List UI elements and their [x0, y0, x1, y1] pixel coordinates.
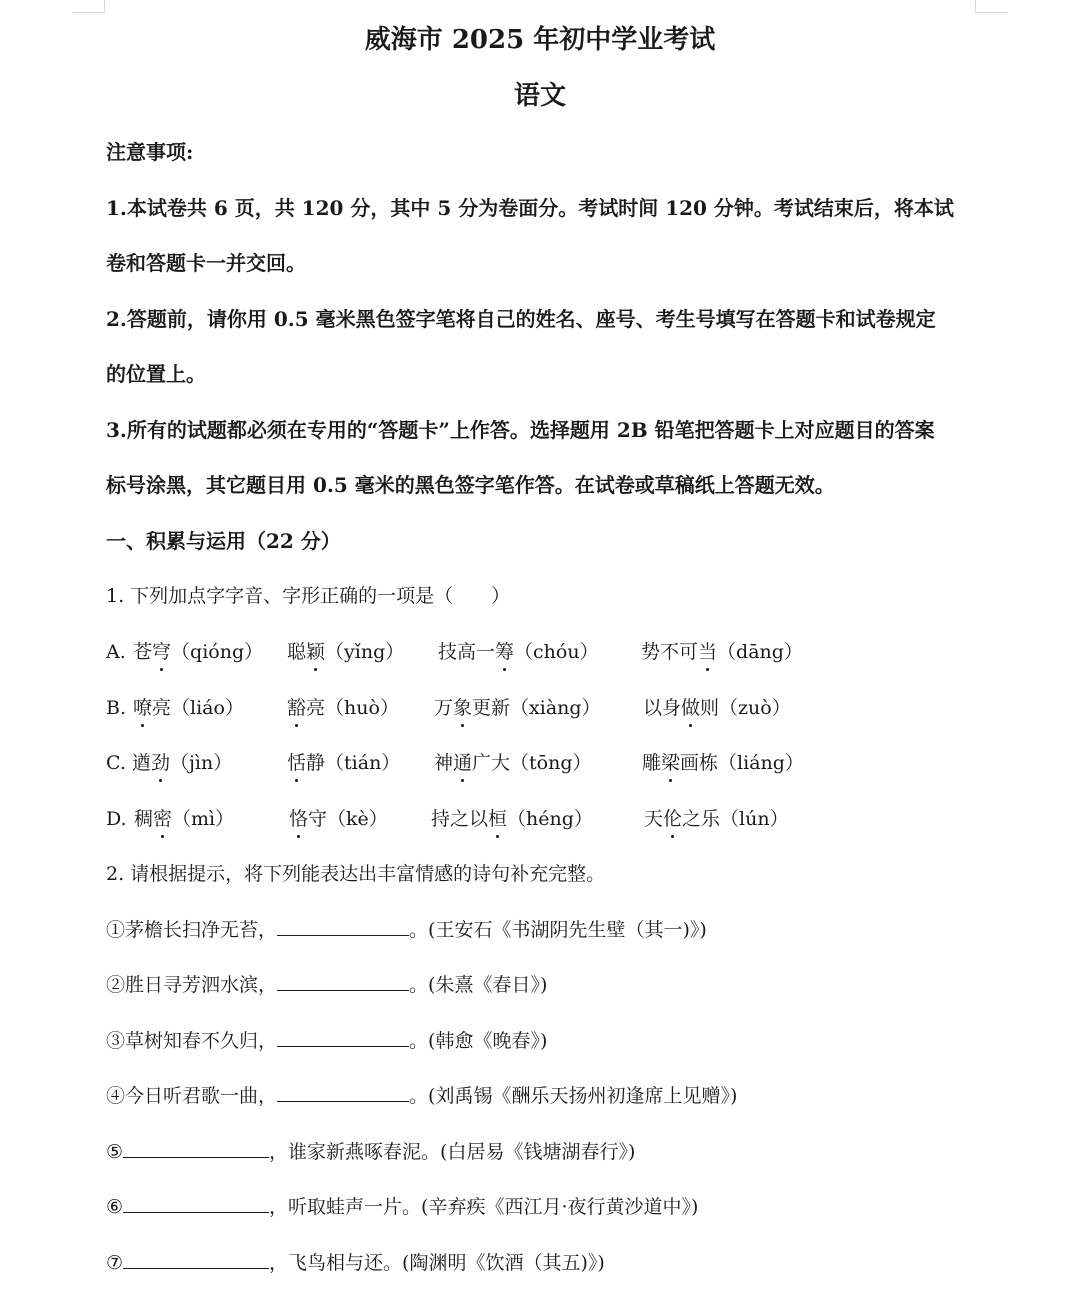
pinyin: （tián） — [325, 752, 401, 774]
poem-item — [106, 914, 707, 946]
option-term — [438, 636, 599, 668]
dotted-character: 桓 — [488, 803, 507, 835]
option-label: A. — [106, 641, 126, 663]
page-corner-mark-left — [72, 0, 105, 13]
option-term — [434, 692, 601, 724]
pinyin: （lún） — [720, 808, 789, 830]
exam-subject: 语文 — [513, 81, 566, 111]
notes-heading: 注意事项: — [106, 140, 194, 164]
pinyin: （tōng） — [510, 752, 592, 774]
term-text: 天 — [644, 808, 664, 830]
notes-line: 2.答题前，请你用 0.5 毫米黑色签字笔将自己的姓名、座号、考生号填写在答题卡和试卷规定 — [106, 307, 936, 331]
question-2-stem: 2. 请根据提示，将下列能表达出丰富情感的诗句补充完整。 — [106, 863, 606, 885]
dotted-character: 象 — [453, 692, 472, 724]
poem-given-line: 草树知春不久归， — [125, 1030, 278, 1052]
term-text: 更新 — [472, 697, 511, 719]
answer-blank[interactable] — [123, 1248, 269, 1269]
term-text: 遒 — [132, 752, 152, 774]
term-text: 苍 — [133, 641, 153, 663]
notes-line: 卷和答题卡一并交回。 — [106, 251, 306, 275]
term-text: 势不可 — [641, 641, 699, 663]
term-text: 亮 — [152, 697, 172, 719]
option-row — [0, 692, 1080, 724]
answer-blank[interactable] — [277, 970, 409, 991]
dotted-character: 恬 — [287, 747, 306, 779]
poem-source: 。(王安石《书湖阴先生壁（其一)》) — [409, 919, 707, 941]
option-term — [641, 636, 803, 668]
term-text: 聪 — [287, 641, 307, 663]
exam-title: 威海市 2025 年初中学业考试 — [364, 25, 716, 55]
poem-item — [106, 1247, 605, 1279]
option-term — [133, 692, 244, 724]
section-heading: 一、积累与运用（22 分） — [106, 529, 341, 553]
pinyin: （jìn） — [170, 752, 233, 774]
option-row — [0, 636, 1080, 668]
poem-item — [106, 969, 547, 1001]
dotted-character: 劲 — [151, 747, 170, 779]
notes-line: 1.本试卷共 6 页，共 120 分，其中 5 分为卷面分。考试时间 120 分钟。考试结束后，将本试 — [106, 196, 954, 220]
dotted-character: 当 — [698, 636, 717, 668]
term-text: 持之以 — [431, 808, 489, 830]
pinyin: （qióng） — [171, 641, 264, 663]
option-term — [287, 692, 399, 724]
answer-blank[interactable] — [277, 915, 409, 936]
option-term — [287, 636, 404, 668]
poem-given-line: 胜日寻芳泗水滨， — [125, 974, 278, 996]
answer-blank[interactable] — [277, 1081, 409, 1102]
pinyin: （héng） — [507, 808, 593, 830]
dotted-character: 穹 — [152, 636, 171, 668]
item-marker: ⑦ — [106, 1252, 124, 1274]
option-label: D. — [106, 808, 127, 830]
term-text: 静 — [306, 752, 326, 774]
dotted-character: 做 — [681, 692, 700, 724]
option-term — [643, 692, 791, 724]
pinyin: （xiàng） — [510, 697, 601, 719]
term-text: 雕 — [642, 752, 662, 774]
pinyin: （chóu） — [514, 641, 599, 663]
dotted-character: 伦 — [663, 803, 682, 835]
item-marker: ① — [106, 919, 126, 941]
poem-source: ，谁家新燕啄春泥。(白居易《钱塘湖春行》) — [269, 1141, 636, 1163]
item-marker: ⑥ — [106, 1196, 124, 1218]
item-marker: ⑤ — [106, 1141, 124, 1163]
option-term — [134, 803, 234, 835]
page-corner-mark-right — [975, 0, 1008, 13]
option-term — [434, 747, 592, 779]
option-term — [132, 747, 232, 779]
notes-line: 的位置上。 — [106, 362, 206, 386]
pinyin: （liáng） — [718, 752, 804, 774]
answer-blank[interactable] — [123, 1137, 269, 1158]
poem-item — [106, 1136, 635, 1168]
option-term — [431, 803, 593, 835]
dotted-character: 恪 — [289, 803, 308, 835]
poem-given-line: 今日听君歌一曲， — [125, 1085, 278, 1107]
poem-source: 。(朱熹《春日》) — [409, 974, 548, 996]
option-row — [0, 747, 1080, 779]
option-term — [642, 747, 804, 779]
term-text: 技高一 — [438, 641, 496, 663]
option-row — [0, 803, 1080, 835]
poem-item — [106, 1025, 547, 1057]
term-text: 以身 — [643, 697, 682, 719]
option-term — [287, 747, 400, 779]
term-text: 万 — [434, 697, 454, 719]
poem-given-line: 茅檐长扫净无苔， — [125, 919, 278, 941]
item-marker: ② — [106, 974, 126, 996]
term-text: 则 — [700, 697, 720, 719]
option-label: B. — [106, 697, 127, 719]
dotted-character: 筹 — [495, 636, 514, 668]
term-text: 画栋 — [680, 752, 719, 774]
term-text: 广大 — [472, 752, 511, 774]
answer-blank[interactable] — [277, 1026, 409, 1047]
dotted-character: 密 — [153, 803, 172, 835]
pinyin: （kè） — [327, 808, 388, 830]
question-1-stem: 1. 下列加点字字音、字形正确的一项是（ ） — [106, 585, 511, 607]
term-text: 守 — [308, 808, 328, 830]
option-term — [133, 636, 263, 668]
option-term — [644, 803, 789, 835]
pinyin: （dāng） — [717, 641, 803, 663]
poem-source: 。(韩愈《晚春》) — [409, 1030, 548, 1052]
notes-line: 3.所有的试题都必须在专用的“答题卡”上作答。选择题用 2B 铅笔把答题卡上对应题目的答案 — [106, 418, 935, 442]
poem-source: ，飞鸟相与还。(陶渊明《饮酒（其五)》) — [269, 1252, 605, 1274]
item-marker: ③ — [106, 1030, 126, 1052]
item-marker: ④ — [106, 1085, 126, 1107]
pinyin: （mì） — [172, 808, 235, 830]
term-text: 之乐 — [682, 808, 721, 830]
dotted-character: 通 — [453, 747, 472, 779]
option-label: C. — [106, 752, 126, 774]
poem-source: 。(刘禹锡《酬乐天扬州初逢席上见赠》) — [409, 1085, 738, 1107]
term-text: 亮 — [306, 697, 326, 719]
pinyin: （zuò） — [719, 697, 791, 719]
dotted-character: 豁 — [287, 692, 306, 724]
pinyin: （liáo） — [171, 697, 244, 719]
answer-blank[interactable] — [123, 1192, 269, 1213]
poem-item — [106, 1191, 698, 1223]
pinyin: （yǐng） — [325, 641, 405, 663]
poem-item — [106, 1080, 737, 1112]
pinyin: （huò） — [325, 697, 399, 719]
dotted-character: 嘹 — [133, 692, 152, 724]
dotted-character: 梁 — [661, 747, 680, 779]
term-text: 稠 — [134, 808, 154, 830]
notes-line: 标号涂黑，其它题目用 0.5 毫米的黑色签字笔作答。在试卷或草稿纸上答题无效。 — [106, 473, 835, 497]
term-text: 神 — [434, 752, 454, 774]
poem-source: ，听取蛙声一片。(辛弃疾《西江月·夜行黄沙道中》) — [269, 1196, 699, 1218]
option-term — [289, 803, 388, 835]
dotted-character: 颖 — [306, 636, 325, 668]
